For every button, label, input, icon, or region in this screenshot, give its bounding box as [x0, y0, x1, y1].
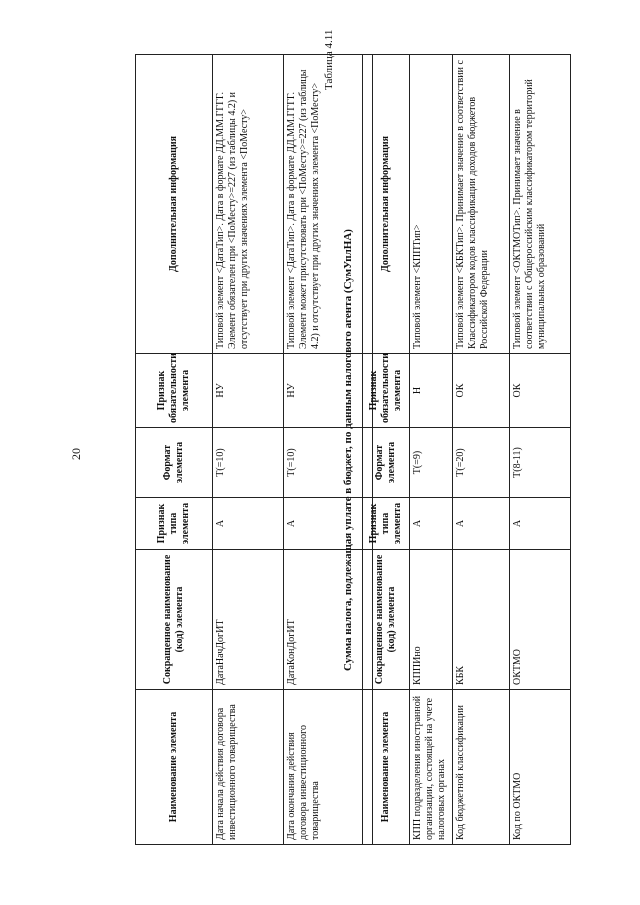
- header-type: Признак типа элемента: [136, 498, 213, 550]
- cell-name: КПП подразделения иностранной организации, состоящей на учете налоговых органах: [410, 690, 453, 845]
- cell-name: Дата начала действия договора инвестиционного товарищества: [213, 690, 284, 845]
- table-label: Таблица 4.11: [323, 29, 335, 90]
- header-code: Сокращенное наименование (код) элемента: [136, 550, 213, 690]
- cell-type: А: [213, 498, 284, 550]
- header-name: Наименование элемента: [136, 690, 213, 845]
- table-1: [135, 54, 373, 845]
- header-required: Признак обязательности элемента: [136, 354, 213, 428]
- cell-format: T(8-11): [510, 428, 571, 498]
- cell-code: ДатаНачДогИТ: [213, 550, 284, 690]
- cell-format: T(=9): [410, 428, 453, 498]
- cell-type: А: [284, 498, 373, 550]
- table-row: [213, 55, 284, 845]
- cell-info: Типовой элемент <КППТип>: [410, 55, 453, 354]
- table-2-block: [362, 54, 571, 845]
- table-title: Сумма налога, подлежащая уплате в бюджет, по данным налогового агента (СумУплНА): [342, 229, 354, 671]
- cell-required: ОК: [453, 354, 510, 428]
- header-name: Наименование элемента: [363, 690, 410, 845]
- cell-required: НУ: [284, 354, 373, 428]
- cell-code: КППИно: [410, 550, 453, 690]
- cell-required: Н: [410, 354, 453, 428]
- cell-name: Дата окончания действия договора инвестиционного товарищества: [284, 690, 373, 845]
- table-1-header: [136, 55, 213, 845]
- table-1-block: [135, 54, 373, 845]
- cell-name: Код бюджетной классификации: [453, 690, 510, 845]
- header-info: Дополнительная информация: [136, 55, 213, 354]
- header-info: Дополнительная информация: [363, 55, 410, 354]
- cell-code: КБК: [453, 550, 510, 690]
- cell-code: ДатаКонДогИТ: [284, 550, 373, 690]
- table-row: [453, 55, 510, 845]
- cell-format: T(=20): [453, 428, 510, 498]
- cell-type: А: [453, 498, 510, 550]
- page-number: 20: [69, 448, 83, 460]
- table-2-header: [363, 55, 410, 845]
- cell-code: ОКТМО: [510, 550, 571, 690]
- header-type: Признак типа элемента: [363, 498, 410, 550]
- cell-format: T(=10): [213, 428, 284, 498]
- cell-type: А: [510, 498, 571, 550]
- header-format: Формат элемента: [136, 428, 213, 498]
- cell-info: Типовой элемент <КБКТип>. Принимает значение в соответствии с Классификатором кодов классификации доходов бюджетов Российской Федерации: [453, 55, 510, 354]
- table-row: [284, 55, 373, 845]
- table-row: [510, 55, 571, 845]
- cell-name: Код по ОКТМО: [510, 690, 571, 845]
- cell-type: А: [410, 498, 453, 550]
- header-format: Формат элемента: [363, 428, 410, 498]
- cell-info: Типовой элемент <ДатаТип>. Дата в формате ДД.ММ.ГГГГ. Элемент обязателен при <ПоМесту>=227 (из таблицы 4.2) и отсутствует при других значениях элемента <ПоМесту>: [213, 55, 284, 354]
- table-row: [410, 55, 453, 845]
- cell-format: T(=10): [284, 428, 373, 498]
- cell-required: ОК: [510, 354, 571, 428]
- header-required: Признак обязательности элемента: [363, 354, 410, 428]
- table-2: [362, 54, 571, 845]
- cell-info: Типовой элемент <ОКТМОТип>. Принимает значение в соответствии с Общероссийским классификатором территорий муниципальных образований: [510, 55, 571, 354]
- cell-info: Типовой элемент <ДатаТип>. Дата в формате ДД.ММ.ГГГГ. Элемент может присутствовать при <ПоМесту>=227 (из таблицы 4.2) и отсутствует при других значениях элемента <ПоМесту>: [284, 55, 373, 354]
- cell-required: НУ: [213, 354, 284, 428]
- header-code: Сокращенное наименование (код) элемента: [363, 550, 410, 690]
